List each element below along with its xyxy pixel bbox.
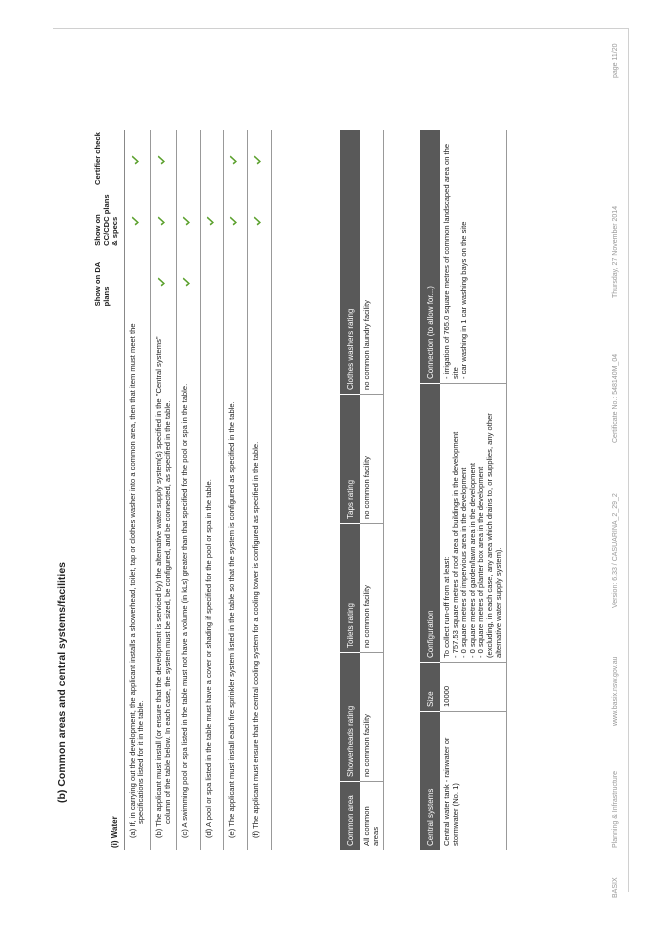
- checkmark-icon: [161, 154, 170, 166]
- requirement-text: (e) The applicant must install each fire sprinkler system listed in the table so that the system is configured as specified in the table.: [224, 312, 248, 850]
- checkmark-icon: [161, 276, 170, 288]
- water-requirement-row: [200, 130, 224, 850]
- water-requirement-row: [124, 130, 150, 850]
- water-requirement-row: [177, 130, 201, 850]
- col-connection: Connection (to allow for...): [420, 130, 440, 384]
- cell-da: [247, 252, 271, 313]
- cell-clothes-washers: no common laundry facility: [360, 130, 384, 395]
- footer-url[interactable]: www.basix.nsw.gov.au: [612, 656, 619, 726]
- footer-version: Version: 6.33 / CASUARINA_2_29_2: [612, 493, 619, 608]
- col-size: Size: [420, 663, 440, 712]
- checkmark-icon: [233, 154, 242, 166]
- cell-toilets: no common facility: [360, 524, 384, 653]
- col-toilets-rating: Toilets rating: [340, 524, 360, 653]
- table-row: [440, 130, 507, 850]
- footer-date: Thursday, 27 November 2014: [612, 205, 619, 298]
- cell-cc: [150, 191, 176, 252]
- water-requirement-row: [247, 130, 271, 850]
- cell-cert: [200, 130, 224, 191]
- cell-cc: [224, 191, 248, 252]
- cell-cert: [124, 130, 150, 191]
- checkmark-icon: [233, 215, 242, 227]
- checkmark-icon: [135, 215, 144, 227]
- checkmark-icon: [161, 215, 170, 227]
- water-table: [88, 130, 272, 850]
- common-areas-table: [340, 130, 384, 850]
- checkmark-icon: [135, 154, 144, 166]
- cell-da: [200, 252, 224, 313]
- checkmark-icon: [186, 215, 195, 227]
- water-requirement-row: [224, 130, 248, 850]
- central-systems-table: [420, 130, 507, 850]
- cell-cc: [177, 191, 201, 252]
- cell-cert: [224, 130, 248, 191]
- col-central-systems: Central systems: [420, 712, 440, 851]
- cell-configuration: To collect run-off from at least: - 757.53 square metres of roof area of buildings in the development - 0 square metres of impervious area in the development - 0 square metres of garden/lawn area in the development - 0 square metres of planter box area in the development (excluding, in each case, any area which drains to, or supplies, any other alternative water supply system).: [440, 384, 507, 663]
- common-areas-header: [340, 130, 360, 850]
- cell-da: [150, 252, 176, 313]
- footer-certificate: Certificate No.: 548140M_04: [612, 353, 619, 443]
- requirement-text: (a) If, in carrying out the development, the applicant installs a showerhead, toilet, tap or clothes washer into a common area, then that item must meet the specifications listed for it in the table.: [124, 312, 150, 850]
- col-taps-rating: Taps rating: [340, 395, 360, 524]
- col-da-plans: Show on DA plans: [88, 252, 124, 313]
- cell-cert: [150, 130, 176, 191]
- central-systems-header: [420, 130, 440, 850]
- footer-page: page 11/20: [612, 43, 619, 78]
- checkmark-icon: [257, 154, 266, 166]
- col-certifier-check: Certifier check: [88, 130, 124, 191]
- col-clothes-washers-rating: Clothes washers rating: [340, 130, 360, 395]
- cell-size: 10000: [440, 663, 507, 712]
- water-heading: (i) Water: [88, 312, 124, 850]
- table-row: [360, 130, 384, 850]
- footer-department: Planning & Infrastructure: [612, 770, 619, 848]
- checkmark-icon: [257, 215, 266, 227]
- section-title: (b) Common areas and central systems/facilities: [56, 561, 68, 803]
- cell-common-area: All common areas: [360, 782, 384, 851]
- requirement-text: (d) A pool or spa listed in the table must have a cover or shading if specified for the pool or spa in the table.: [200, 312, 224, 850]
- requirement-text: (c) A swimming pool or spa listed in the table must not have a volume (in kLs) greater than that specified for the pool or spa in the table.: [177, 312, 201, 850]
- col-showerheads-rating: Showerheads rating: [340, 653, 360, 782]
- col-configuration: Configuration: [420, 384, 440, 663]
- cell-central-system: Central water tank - rainwater or stormwater (No. 1): [440, 712, 507, 851]
- cell-cc: [200, 191, 224, 252]
- water-table-header: [88, 130, 124, 850]
- col-cc-plans: Show on CC/CDC plans & specs: [88, 191, 124, 252]
- cell-cc: [247, 191, 271, 252]
- cell-cert: [247, 130, 271, 191]
- water-requirement-row: [150, 130, 176, 850]
- cell-cc: [124, 191, 150, 252]
- cell-taps: no common facility: [360, 395, 384, 524]
- cell-da: [177, 252, 201, 313]
- cell-showerheads: no common facility: [360, 653, 384, 782]
- col-common-area: Common area: [340, 782, 360, 851]
- requirement-text: (f) The applicant must ensure that the central cooling system for a cooling tower is configured as specified in the table.: [247, 312, 271, 850]
- footer-basix: BASIX: [612, 877, 619, 898]
- checkmark-icon: [186, 276, 195, 288]
- cell-connection: - irrigation of 765.0 square metres of common landscaped area on the site - car washing in 1 car washing bays on the site: [440, 130, 507, 384]
- requirement-text: (b) The applicant must install (or ensure that the development is serviced by) the alternative water supply system(s) specified in the "Central systems" column of the table below. In each case, the system must be sized, be configured, and be connected, as specified in the table.: [150, 312, 176, 850]
- checkmark-icon: [210, 215, 219, 227]
- cell-da: [124, 252, 150, 313]
- cell-da: [224, 252, 248, 313]
- cell-cert: [177, 130, 201, 191]
